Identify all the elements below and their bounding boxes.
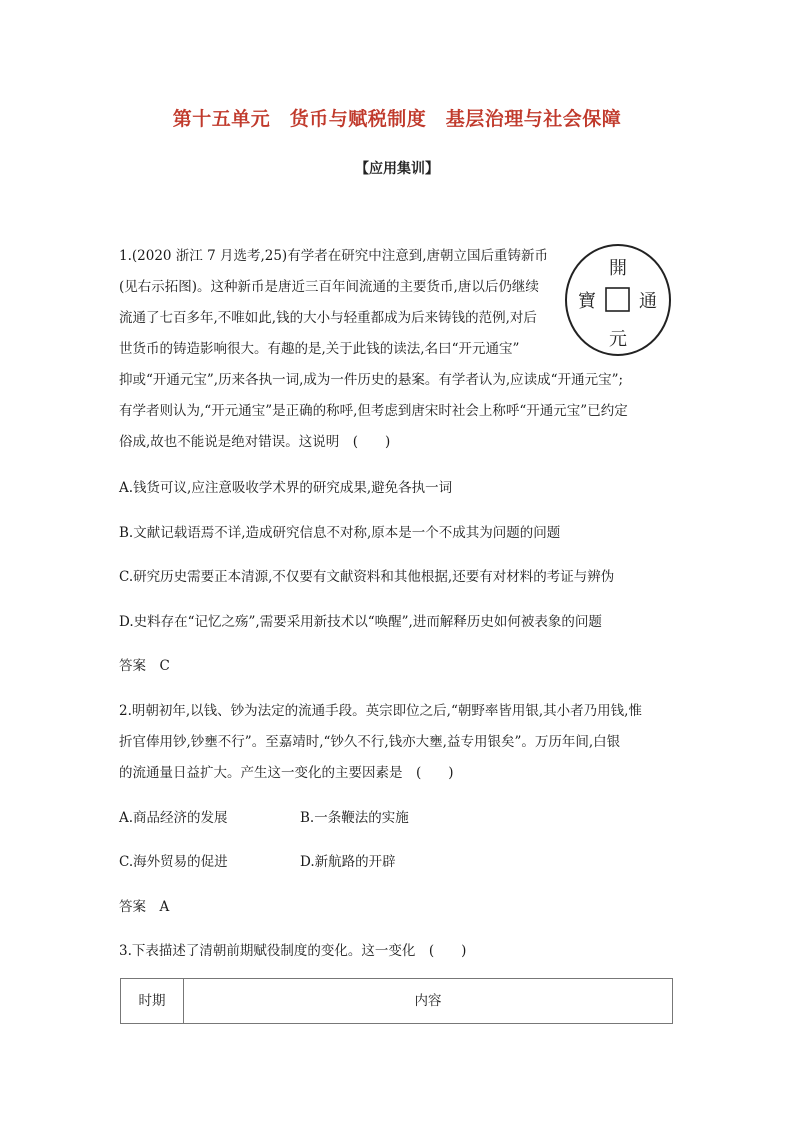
question-1-option-c: C.研究历史需要正本清源,不仅要有文献资料和其他根据,还要有对材料的考证与辨伪 [119, 569, 615, 585]
table-header-content: 内容 [414, 993, 442, 1009]
coin-char-top: 開 [609, 258, 627, 279]
coin-char-right: 通 [639, 291, 657, 312]
coin-rubbing-image [563, 241, 674, 358]
coin-char-bottom: 元 [609, 329, 627, 350]
question-1-option-b: B.文献记载语焉不详,造成研究信息不对称,原本是一个不成其为问题的问题 [119, 525, 561, 541]
question-3-table [120, 978, 673, 1024]
question-2-option-c: C.海外贸易的促进 [119, 854, 228, 870]
question-2-option-b: B.一条鞭法的实施 [300, 810, 409, 826]
page-title: 第十五单元 货币与赋税制度 基层治理与社会保障 [172, 108, 622, 130]
question-2-option-d: D.新航路的开辟 [300, 854, 396, 870]
question-1-option-d: D.史料存在“记忆之殇”,需要采用新技术以“唤醒”,进而解释历史如何被表象的问题 [119, 614, 602, 630]
question-1-line: 世货币的铸造影响很大。有趣的是,关于此钱的读法,名曰“开元通宝” [119, 341, 520, 357]
table-header-period: 时期 [121, 979, 184, 1023]
question-1-line: 抑或“开通元宝”,历来各执一词,成为一件历史的悬案。有学者认为,应读成“开通元宝”; [119, 372, 624, 388]
question-2-option-a: A.商品经济的发展 [119, 810, 228, 826]
question-1-line: (见右示拓图)。这种新币是唐近三百年间流通的主要货币,唐以后仍继续 [119, 279, 539, 295]
question-1-line: 有学者则认为,“开元通宝”是正确的称呼,但考虑到唐宋时社会上称呼“开通元宝”已约定 [119, 403, 628, 419]
question-1-answer: 答案 C [119, 658, 170, 674]
question-1-line: 1.(2020 浙江 7 月选考,25)有学者在研究中注意到,唐朝立国后重铸新币 [119, 248, 548, 264]
question-2-answer: 答案 A [119, 899, 170, 915]
section-subtitle: 【应用集训】 [355, 161, 439, 177]
question-2-line: 的流通量日益扩大。产生这一变化的主要因素是 ( ) [119, 765, 454, 781]
question-2-line: 2.明朝初年,以钱、钞为法定的流通手段。英宗即位之后,“朝野率皆用银,其小者乃用钱,惟 [119, 703, 642, 719]
question-1-line: 流通了七百多年,不唯如此,钱的大小与轻重都成为后来铸钱的范例,对后 [119, 310, 537, 326]
question-1-line: 俗成,故也不能说是绝对错误。这说明 ( ) [119, 434, 391, 450]
question-2-line: 折官俸用钞,钞壅不行”。至嘉靖时,“钞久不行,钱亦大壅,益专用银矣”。万历年间,白银 [119, 734, 621, 750]
question-1-option-a: A.钱货可议,应注意吸收学术界的研究成果,避免各执一词 [119, 480, 453, 496]
question-3-line: 3.下表描述了清朝前期赋役制度的变化。这一变化 ( ) [119, 943, 467, 959]
coin-char-left: 寶 [578, 291, 596, 312]
